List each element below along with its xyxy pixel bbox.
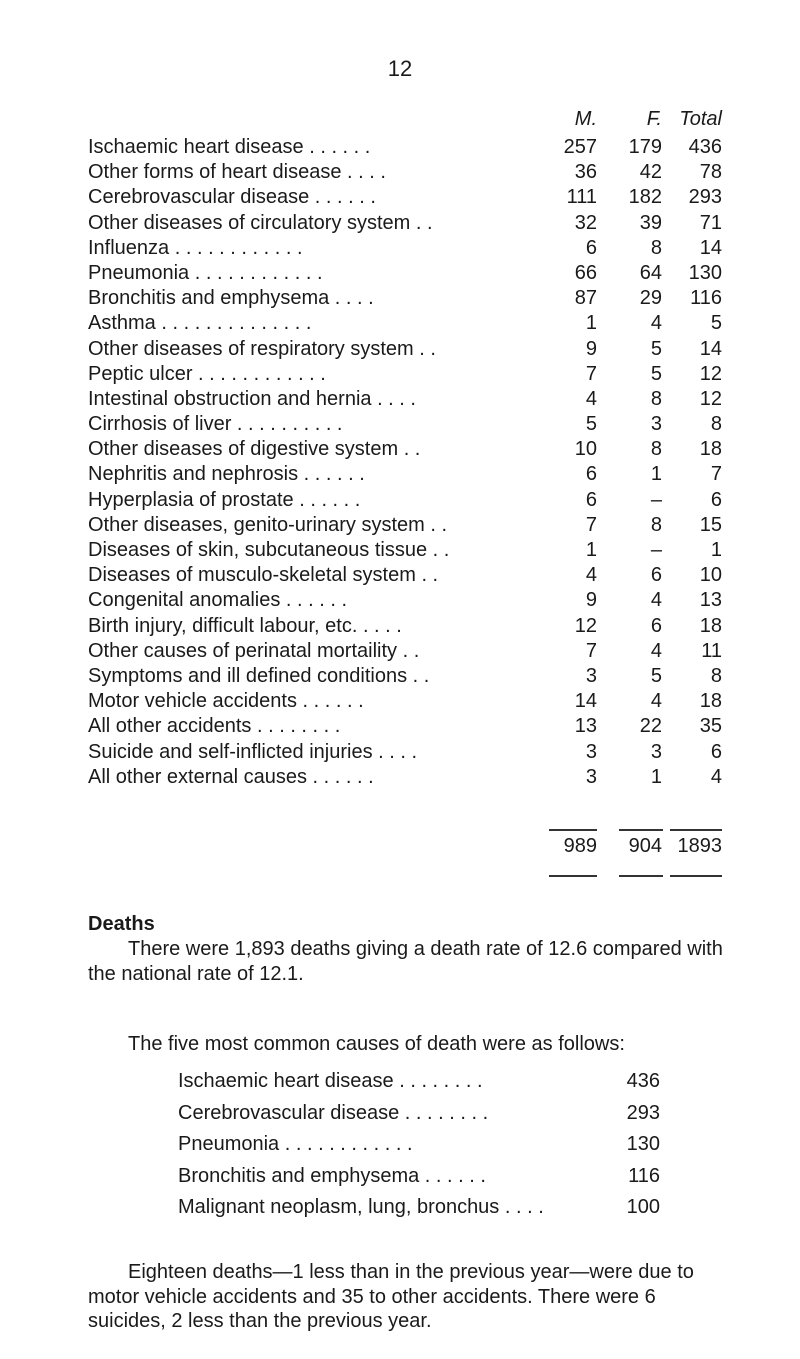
female-count: 8 — [650, 438, 662, 461]
table-row — [88, 639, 728, 664]
table-row — [88, 412, 728, 437]
rule-t-bottom — [670, 875, 722, 877]
header-total: Total — [679, 108, 722, 130]
male-count: 13 — [574, 715, 597, 738]
cause-label: Asthma . . . . . . . . . . . . . . — [88, 312, 312, 335]
total-count: 12 — [699, 387, 722, 410]
cause-label: Suicide and self-inflicted injuries . . . . — [88, 740, 418, 763]
female-count: 6 — [650, 564, 662, 587]
table-row — [88, 614, 728, 639]
male-count: 7 — [585, 513, 597, 536]
male-count: 257 — [563, 136, 597, 158]
male-count: 9 — [585, 589, 597, 612]
cause-label: Symptoms and ill defined conditions . . — [88, 664, 430, 687]
common-causes-list — [178, 1066, 678, 1224]
total-count: 18 — [699, 690, 722, 713]
cause-label: Ischaemic heart disease . . . . . . — [88, 136, 371, 158]
female-count: 4 — [650, 639, 662, 662]
cause-label: Cerebrovascular disease . . . . . . — [88, 186, 376, 209]
total-count: 71 — [699, 211, 722, 234]
cause-label: Pneumonia . . . . . . . . . . . . — [178, 1133, 413, 1155]
cause-value: 100 — [626, 1196, 660, 1218]
deaths-heading: Deaths — [88, 913, 155, 935]
female-count: 29 — [639, 287, 662, 310]
male-count: 6 — [585, 236, 597, 259]
total-count: 4 — [710, 765, 722, 788]
table-row — [88, 689, 728, 714]
header-female: F. — [646, 108, 662, 130]
list-item — [178, 1098, 678, 1130]
total-count: 130 — [688, 261, 722, 284]
deaths-paragraph-1: There were 1,893 deaths giving a death rate of 12.6 compared with the national rate of 12.1. — [88, 938, 723, 985]
cause-label: Peptic ulcer . . . . . . . . . . . . — [88, 362, 326, 385]
cause-label: Bronchitis and emphysema . . . . . . — [178, 1164, 486, 1187]
deaths-paragraph-2: The five most common causes of death were as follows: — [128, 1033, 625, 1055]
table-row — [88, 588, 728, 613]
female-count: 179 — [628, 136, 662, 158]
female-count: – — [650, 539, 662, 561]
female-count: 8 — [650, 513, 662, 536]
table-row — [88, 337, 728, 362]
total-female: 904 — [628, 835, 662, 857]
total-count: 14 — [699, 236, 722, 259]
total-count: 13 — [699, 589, 722, 612]
cause-label: Other forms of heart disease . . . . — [88, 161, 386, 184]
cause-label: Birth injury, difficult labour, etc. . . . . — [88, 614, 402, 637]
female-count: 5 — [650, 337, 662, 360]
female-count: 39 — [639, 211, 662, 234]
female-count: 6 — [650, 614, 662, 637]
table-row — [88, 160, 728, 185]
table-row — [88, 362, 728, 387]
male-count: 4 — [585, 387, 597, 410]
male-count: 14 — [574, 690, 597, 713]
cause-value: 436 — [626, 1070, 660, 1092]
totals-row — [0, 835, 800, 863]
total-count: 14 — [699, 337, 722, 360]
total-male: 989 — [563, 835, 597, 857]
total-count: 11 — [701, 639, 722, 662]
table-row — [88, 185, 728, 210]
total-count: 12 — [699, 362, 722, 385]
total-count: 436 — [688, 136, 722, 158]
causes-table — [88, 135, 728, 790]
cause-label: Cirrhosis of liver . . . . . . . . . . — [88, 413, 343, 436]
total-count: 116 — [690, 287, 722, 310]
rule-m-top — [549, 829, 597, 831]
table-row — [88, 437, 728, 462]
table-row — [88, 714, 728, 739]
female-count: 182 — [628, 186, 662, 209]
table-row — [88, 211, 728, 236]
rule-f-top — [619, 829, 663, 831]
table-row — [88, 135, 728, 160]
male-count: 3 — [585, 664, 597, 687]
male-count: 3 — [585, 740, 597, 763]
total-all: 1893 — [677, 835, 722, 857]
page-number: 12 — [387, 56, 413, 81]
female-count: 1 — [650, 765, 662, 788]
total-count: 78 — [699, 161, 722, 184]
cause-label: Other diseases, genito-urinary system . . — [88, 513, 448, 536]
table-row — [88, 261, 728, 286]
list-item — [178, 1192, 678, 1224]
female-count: 4 — [650, 589, 662, 612]
cause-label: All other accidents . . . . . . . . — [88, 715, 341, 738]
female-count: 4 — [650, 690, 662, 713]
female-count: 3 — [650, 413, 662, 436]
cause-value: 116 — [628, 1164, 660, 1187]
female-count: 42 — [639, 161, 662, 184]
table-row — [88, 513, 728, 538]
total-count: 18 — [699, 614, 722, 637]
list-item — [178, 1129, 678, 1161]
male-count: 6 — [585, 463, 597, 486]
male-count: 9 — [585, 337, 597, 360]
cause-label: Pneumonia . . . . . . . . . . . . — [88, 261, 323, 284]
male-count: 66 — [574, 261, 597, 284]
male-count: 7 — [585, 639, 597, 662]
table-row — [88, 664, 728, 689]
male-count: 12 — [574, 614, 597, 637]
cause-label: Cerebrovascular disease . . . . . . . . — [178, 1101, 489, 1124]
male-count: 1 — [585, 539, 597, 561]
rule-f-bottom — [619, 875, 663, 877]
cause-label: Intestinal obstruction and hernia . . . . — [88, 387, 416, 410]
header-male: M. — [574, 108, 597, 130]
cause-label: Influenza . . . . . . . . . . . . — [88, 236, 303, 259]
table-row — [88, 765, 728, 790]
total-count: 6 — [710, 488, 722, 511]
male-count: 36 — [574, 161, 597, 184]
table-row — [88, 488, 728, 513]
male-count: 4 — [585, 564, 597, 587]
cause-label: Ischaemic heart disease . . . . . . . . — [178, 1070, 483, 1092]
total-count: 35 — [699, 715, 722, 738]
table-header — [0, 108, 800, 136]
female-count: 5 — [650, 664, 662, 687]
cause-label: Nephritis and nephrosis . . . . . . — [88, 463, 365, 486]
male-count: 7 — [585, 362, 597, 385]
total-count: 6 — [710, 740, 722, 763]
cause-label: Congenital anomalies . . . . . . — [88, 589, 348, 612]
total-count: 5 — [710, 312, 722, 335]
female-count: 3 — [650, 740, 662, 763]
female-count: 5 — [650, 362, 662, 385]
table-row — [88, 286, 728, 311]
cause-label: All other external causes . . . . . . — [88, 765, 374, 788]
male-count: 6 — [585, 488, 597, 511]
female-count: 64 — [639, 261, 662, 284]
total-count: 15 — [699, 513, 722, 536]
total-count: 8 — [710, 664, 722, 687]
male-count: 32 — [574, 211, 597, 234]
male-count: 1 — [585, 312, 597, 335]
male-count: 3 — [585, 765, 597, 788]
cause-label: Other diseases of digestive system . . — [88, 438, 421, 461]
female-count: 22 — [639, 715, 662, 738]
list-item — [178, 1161, 678, 1193]
cause-label: Motor vehicle accidents . . . . . . — [88, 690, 364, 713]
male-count: 10 — [574, 438, 597, 461]
rule-m-bottom — [549, 875, 597, 877]
cause-label: Other diseases of circulatory system . . — [88, 211, 433, 234]
cause-value: 130 — [626, 1133, 660, 1155]
male-count: 111 — [566, 186, 597, 209]
cause-label: Diseases of skin, subcutaneous tissue . . — [88, 539, 450, 561]
total-count: 10 — [699, 564, 722, 587]
deaths-paragraph-3: Eighteen deaths—1 less than in the previous year—were due to motor vehicle accidents and 35 to other accidents. There were 6 suicides, 2 less than the previous year. — [88, 1261, 694, 1332]
male-count: 87 — [574, 287, 597, 310]
list-item — [178, 1066, 678, 1098]
female-count: 8 — [650, 236, 662, 259]
total-count: 1 — [710, 539, 722, 561]
total-count: 18 — [699, 438, 722, 461]
female-count: – — [650, 488, 662, 511]
table-row — [88, 387, 728, 412]
male-count: 5 — [585, 413, 597, 436]
female-count: 8 — [650, 387, 662, 410]
total-count: 7 — [710, 463, 722, 486]
cause-label: Bronchitis and emphysema . . . . — [88, 287, 374, 310]
table-row — [88, 740, 728, 765]
cause-label: Diseases of musculo-skeletal system . . — [88, 564, 439, 587]
table-row — [88, 311, 728, 336]
total-count: 8 — [710, 413, 722, 436]
table-row — [88, 538, 728, 563]
table-row — [88, 462, 728, 487]
table-row — [88, 236, 728, 261]
cause-value: 293 — [626, 1101, 660, 1124]
cause-label: Malignant neoplasm, lung, bronchus . . . . — [178, 1196, 544, 1218]
cause-label: Other diseases of respiratory system . . — [88, 337, 436, 360]
table-row — [88, 563, 728, 588]
cause-label: Hyperplasia of prostate . . . . . . — [88, 488, 361, 511]
rule-t-top — [670, 829, 722, 831]
total-count: 293 — [688, 186, 722, 209]
cause-label: Other causes of perinatal mortaility . . — [88, 639, 420, 662]
female-count: 1 — [650, 463, 662, 486]
female-count: 4 — [650, 312, 662, 335]
